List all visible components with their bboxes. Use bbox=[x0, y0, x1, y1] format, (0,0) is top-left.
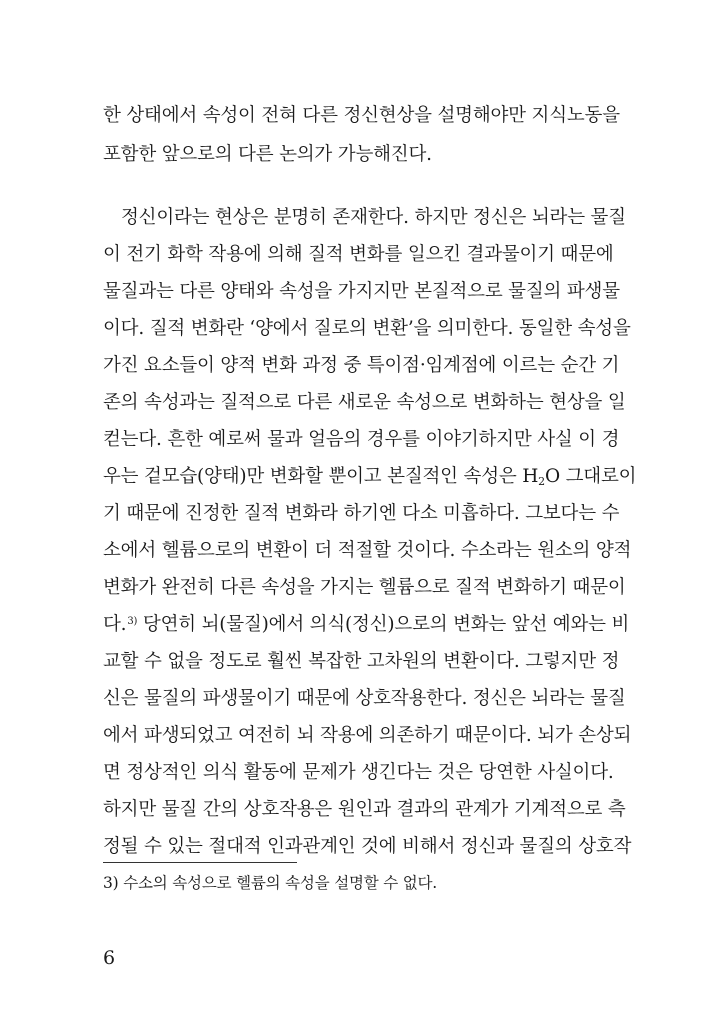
paragraph-2-line-18: 정될 수 있는 절대적 인과관계인 것에 비해서 정신과 물질의 상호작 bbox=[103, 836, 632, 857]
paragraph-2-line-17: 하지만 물질 간의 상호작용은 원인과 결과의 관계가 기계적으로 측 bbox=[103, 799, 626, 820]
paragraph-1-line-1: 한 상태에서 속성이 전혀 다른 정신현상을 설명해야만 지식노동을 bbox=[103, 105, 620, 126]
paragraph-2-line-9: 기 때문에 진정한 질적 변화라 하기엔 다소 미흡하다. 그보다는 수 bbox=[103, 503, 620, 524]
paragraph-2-line-14: 신은 물질의 파생물이기 때문에 상호작용한다. 정신은 뇌라는 물질 bbox=[103, 688, 626, 709]
footnote-divider bbox=[103, 862, 297, 863]
paragraph-2-line-16: 면 정상적인 의식 활동에 문제가 생긴다는 것은 당연한 사실이다. bbox=[103, 762, 614, 783]
line-12-text-a: 다. bbox=[103, 614, 127, 635]
paragraph-2-line-10: 소에서 헬륨으로의 변환이 더 적절할 것이다. 수소라는 원소의 양적 bbox=[103, 540, 632, 561]
paragraph-2-line-13: 교할 수 없을 정도로 훨씬 복잡한 고차원의 변환이다. 그렇지만 정 bbox=[103, 651, 620, 672]
paragraph-2-line-1: 정신이라는 현상은 분명히 존재한다. 하지만 정신은 뇌라는 물질 bbox=[121, 207, 626, 228]
paragraph-2-line-15: 에서 파생되었고 여전히 뇌 작용에 의존하기 때문이다. 뇌가 손상되 bbox=[103, 725, 632, 746]
paragraph-2-line-6: 존의 속성과는 질적으로 다른 새로운 속성으로 변화하는 현상을 일 bbox=[103, 392, 626, 413]
paragraph-2-line-2: 이 전기 화학 작용에 의해 질적 변화를 일으킨 결과물이기 때문에 bbox=[103, 244, 614, 265]
paragraph-2-line-8 bbox=[103, 465, 637, 491]
paragraph-2-line-7: 컫는다. 흔한 예로써 물과 얼음의 경우를 이야기하지만 사실 이 경 bbox=[103, 429, 620, 450]
footnote: 3) 수소의 속성으로 헬륨의 속성을 설명할 수 없다. bbox=[103, 874, 438, 892]
line-12-text-b: 당연히 뇌(물질)에서 의식(정신)으로의 변화는 앞선 예와는 비 bbox=[137, 614, 630, 635]
paragraph-2-line-11: 변화가 완전히 다른 속성을 가지는 헬륨으로 질적 변화하기 때문이 bbox=[103, 577, 626, 598]
paragraph-2-line-5: 가진 요소들이 양적 변화 과정 중 특이점·임계점에 이르는 순간 기 bbox=[103, 355, 620, 376]
line-8-text-a: 우는 겉모습(양태)만 변화할 뿐이고 본질적인 속성은 H bbox=[103, 466, 539, 487]
paragraph-2-line-3: 물질과는 다른 양태와 속성을 가지지만 본질적으로 물질의 파생물 bbox=[103, 281, 620, 302]
footnote-reference[interactable]: 3) bbox=[127, 616, 138, 627]
chemical-subscript: 2 bbox=[538, 475, 545, 488]
line-8-text-b: O 그대로이 bbox=[544, 466, 637, 487]
page-number: 6 bbox=[103, 947, 116, 969]
paragraph-1-line-2: 포함한 앞으로의 다른 논의가 가능해진다. bbox=[103, 144, 432, 165]
paragraph-2-line-4: 이다. 질적 변화란 ‘양에서 질로의 변환’을 의미한다. 동일한 속성을 bbox=[103, 318, 631, 339]
paragraph-2-line-12 bbox=[103, 613, 630, 637]
